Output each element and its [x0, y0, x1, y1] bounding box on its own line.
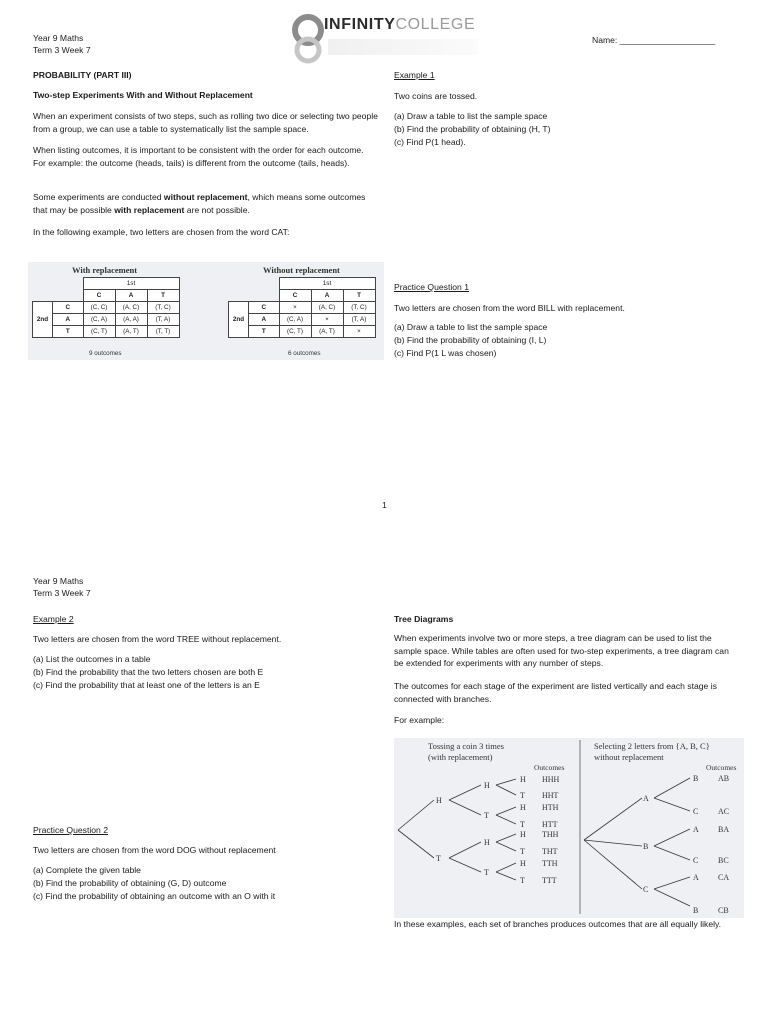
- question-item: (a) Draw a table to list the sample space: [394, 322, 548, 332]
- tree-right-subtitle: without replacement: [594, 752, 664, 762]
- table-cell: (A, T): [115, 326, 147, 338]
- tree-diagrams-heading: Tree Diagrams: [394, 614, 454, 624]
- question-item: (b) Find the probability of obtaining (H, T): [394, 123, 551, 134]
- table-cell: ×: [311, 314, 343, 326]
- table-cell: (A, C): [311, 302, 343, 314]
- row-header: A: [53, 314, 84, 326]
- outcome-label: CA: [718, 873, 730, 882]
- svg-text:T: T: [484, 868, 489, 877]
- tree-left-outcomes-label: Outcomes: [534, 763, 565, 772]
- practice2-intro: Two letters are chosen from the word DOG without replacement: [33, 845, 276, 855]
- outcome-label: HHH: [542, 775, 560, 784]
- question-item: (c) Find P(1 L was chosen): [394, 347, 497, 358]
- col-header: A: [311, 290, 343, 302]
- paragraph-cat-example: In the following example, two letters are chosen from the word CAT:: [33, 227, 290, 237]
- svg-text:B: B: [693, 906, 699, 915]
- table-cell: (C, T): [83, 326, 115, 338]
- tree-paragraph-1: When experiments involve two or more steps, a tree diagram can be used to list the sample space. While tables are often used for two-step experiments, a tree diagram can be extended for experiments with any number of steps.: [394, 633, 729, 669]
- outcome-label: HHT: [542, 791, 559, 800]
- with-replacement-title: With replacement: [72, 265, 138, 275]
- tree-left-subtitle: (with replacement): [428, 752, 493, 762]
- example2-intro: Two letters are chosen from the word TREE without replacement.: [33, 634, 282, 644]
- example2-title: Example 2: [33, 614, 74, 624]
- tree-paragraph-after: In these examples, each set of branches produces outcomes that are all equally likely.: [394, 919, 722, 929]
- question-item: (c) Find the probability of obtaining an outcome with an O with it: [33, 890, 276, 901]
- paragraph-order: When listing outcomes, it is important to be consistent with the order for each outcome. For example: the outcome (heads, tails) is different from the outcome (tails, heads).: [33, 145, 364, 168]
- question-item: (a) Draw a table to list the sample space: [394, 111, 548, 121]
- svg-text:T: T: [484, 811, 489, 820]
- outcome-label: AB: [718, 774, 730, 783]
- row-header: C: [53, 302, 84, 314]
- col-header: T: [343, 290, 375, 302]
- with-replacement-caption: 9 outcomes: [89, 350, 122, 357]
- col-header: A: [115, 290, 147, 302]
- svg-text:H: H: [484, 838, 490, 847]
- table-cell: (A, T): [311, 326, 343, 338]
- svg-text:T: T: [520, 876, 525, 885]
- without-replacement-title: Without replacement: [263, 265, 340, 275]
- question-item: (a) List the outcomes in a table: [33, 654, 151, 664]
- svg-text:T: T: [520, 791, 525, 800]
- paragraph-intro: When an experiment consists of two steps, such as rolling two dice or selecting two people from a group, we can use a table to systematically list the sample space.: [33, 111, 378, 134]
- table-cell: (T, A): [147, 314, 179, 326]
- logo-text-light: COLLEGE: [395, 16, 476, 33]
- svg-text:T: T: [520, 820, 525, 829]
- row-header: C: [249, 302, 280, 314]
- example1-questions: [394, 110, 551, 149]
- table-cell: (C, A): [279, 314, 311, 326]
- outcome-label: CB: [718, 906, 729, 915]
- svg-text:H: H: [484, 781, 490, 790]
- svg-text:H: H: [520, 859, 526, 868]
- outcome-label: THH: [542, 830, 559, 839]
- col-header: T: [147, 290, 179, 302]
- letter-outcomes: [718, 774, 729, 915]
- outcome-label: AC: [718, 807, 730, 816]
- paragraph-replacement: Some experiments are conducted without replacement, which means some outcomes that may be possible with replacement are not possible.: [33, 192, 366, 215]
- svg-text:A: A: [643, 794, 649, 803]
- svg-text:H: H: [436, 796, 442, 805]
- table-cell: (A, C): [115, 302, 147, 314]
- outcome-label: BA: [718, 825, 730, 834]
- row-header: T: [249, 326, 280, 338]
- table-cell: ×: [279, 302, 311, 314]
- svg-text:T: T: [520, 847, 525, 856]
- table-cell: (T, C): [147, 302, 179, 314]
- table-header-1st: 1st: [83, 278, 179, 290]
- svg-text:B: B: [643, 842, 649, 851]
- svg-text:B: B: [693, 774, 699, 783]
- outcome-label: TTT: [542, 876, 557, 885]
- coin-tree-nodes: [436, 775, 526, 885]
- table-header-2nd: 2nd: [229, 302, 249, 338]
- page2-term: Term 3 Week 7: [33, 588, 91, 598]
- table-cell: (T, T): [147, 326, 179, 338]
- question-item: (c) Find the probability that at least one of the letters is an E: [33, 679, 260, 690]
- table-cell: (T, A): [343, 314, 375, 326]
- svg-text:H: H: [520, 830, 526, 839]
- letter-tree-nodes: [643, 774, 699, 915]
- question-item: (b) Find the probability of obtaining (I, L): [394, 334, 547, 345]
- tree-diagram-svg: [394, 738, 744, 918]
- outcome-label: BC: [718, 856, 729, 865]
- tree-paragraph-2: The outcomes for each stage of the experiment are listed vertically and each stage is connected with branches.: [394, 681, 717, 704]
- table-header-1st: 1st: [279, 278, 375, 290]
- tree-diagram-figure: [394, 738, 744, 918]
- question-item: (b) Find the probability that the two letters chosen are both E: [33, 666, 264, 677]
- practice1-questions: [394, 321, 547, 360]
- table-cell: (C, C): [83, 302, 115, 314]
- section-subheading: Two-step Experiments With and Without Replacement: [33, 90, 253, 100]
- practice1-title: Practice Question 1: [394, 282, 469, 292]
- example1-intro: Two coins are tossed.: [394, 91, 478, 101]
- table-cell: (A, A): [115, 314, 147, 326]
- page-heading: PROBABILITY (PART III): [33, 70, 132, 80]
- table-cell: (C, T): [279, 326, 311, 338]
- practice1-intro: Two letters are chosen from the word BILL with replacement.: [394, 303, 625, 313]
- header-year: Year 9 Maths: [33, 33, 84, 43]
- practice2-title: Practice Question 2: [33, 825, 108, 835]
- question-item: (b) Find the probability of obtaining (G, D) outcome: [33, 877, 227, 888]
- svg-text:H: H: [520, 803, 526, 812]
- question-item: (a) Complete the given table: [33, 865, 141, 875]
- coin-outcomes: [542, 775, 560, 885]
- row-header: T: [53, 326, 84, 338]
- name-field[interactable]: Name: ____________________: [592, 35, 716, 45]
- table-header-2nd: 2nd: [33, 302, 53, 338]
- without-replacement-caption: 6 outcomes: [288, 350, 321, 357]
- with-replacement-table: [32, 277, 180, 338]
- outcome-label: HTH: [542, 803, 559, 812]
- tree-left-title: Tossing a coin 3 times: [428, 741, 504, 751]
- table-cell: (C, A): [83, 314, 115, 326]
- outcome-label: HTT: [542, 820, 558, 829]
- without-replacement-table: [228, 277, 376, 338]
- svg-text:H: H: [520, 775, 526, 784]
- col-header: C: [279, 290, 311, 302]
- tree-paragraph-3: For example:: [394, 715, 445, 725]
- col-header: C: [83, 290, 115, 302]
- outcome-label: THT: [542, 847, 558, 856]
- outcome-label: TTH: [542, 859, 558, 868]
- tree-right-title: Selecting 2 letters from {A, B, C}: [594, 741, 710, 751]
- svg-text:C: C: [643, 885, 649, 894]
- question-item: (c) Find P(1 head).: [394, 136, 466, 147]
- svg-text:A: A: [693, 825, 699, 834]
- logo-text-bold: INFINITY: [324, 16, 396, 33]
- practice2-questions: [33, 864, 275, 903]
- svg-text:C: C: [693, 807, 699, 816]
- logo-shadow: [328, 39, 478, 55]
- page2-year: Year 9 Maths: [33, 576, 84, 586]
- table-cell: ×: [343, 326, 375, 338]
- example2-questions: [33, 653, 263, 692]
- svg-text:A: A: [693, 873, 699, 882]
- row-header: A: [249, 314, 280, 326]
- svg-text:C: C: [693, 856, 699, 865]
- example1-title: Example 1: [394, 70, 435, 80]
- table-cell: (T, C): [343, 302, 375, 314]
- header-term: Term 3 Week 7: [33, 45, 91, 55]
- college-logo: [288, 12, 488, 64]
- tree-right-outcomes-label: Outcomes: [706, 763, 737, 772]
- svg-text:T: T: [436, 854, 441, 863]
- page-number: 1: [382, 500, 387, 510]
